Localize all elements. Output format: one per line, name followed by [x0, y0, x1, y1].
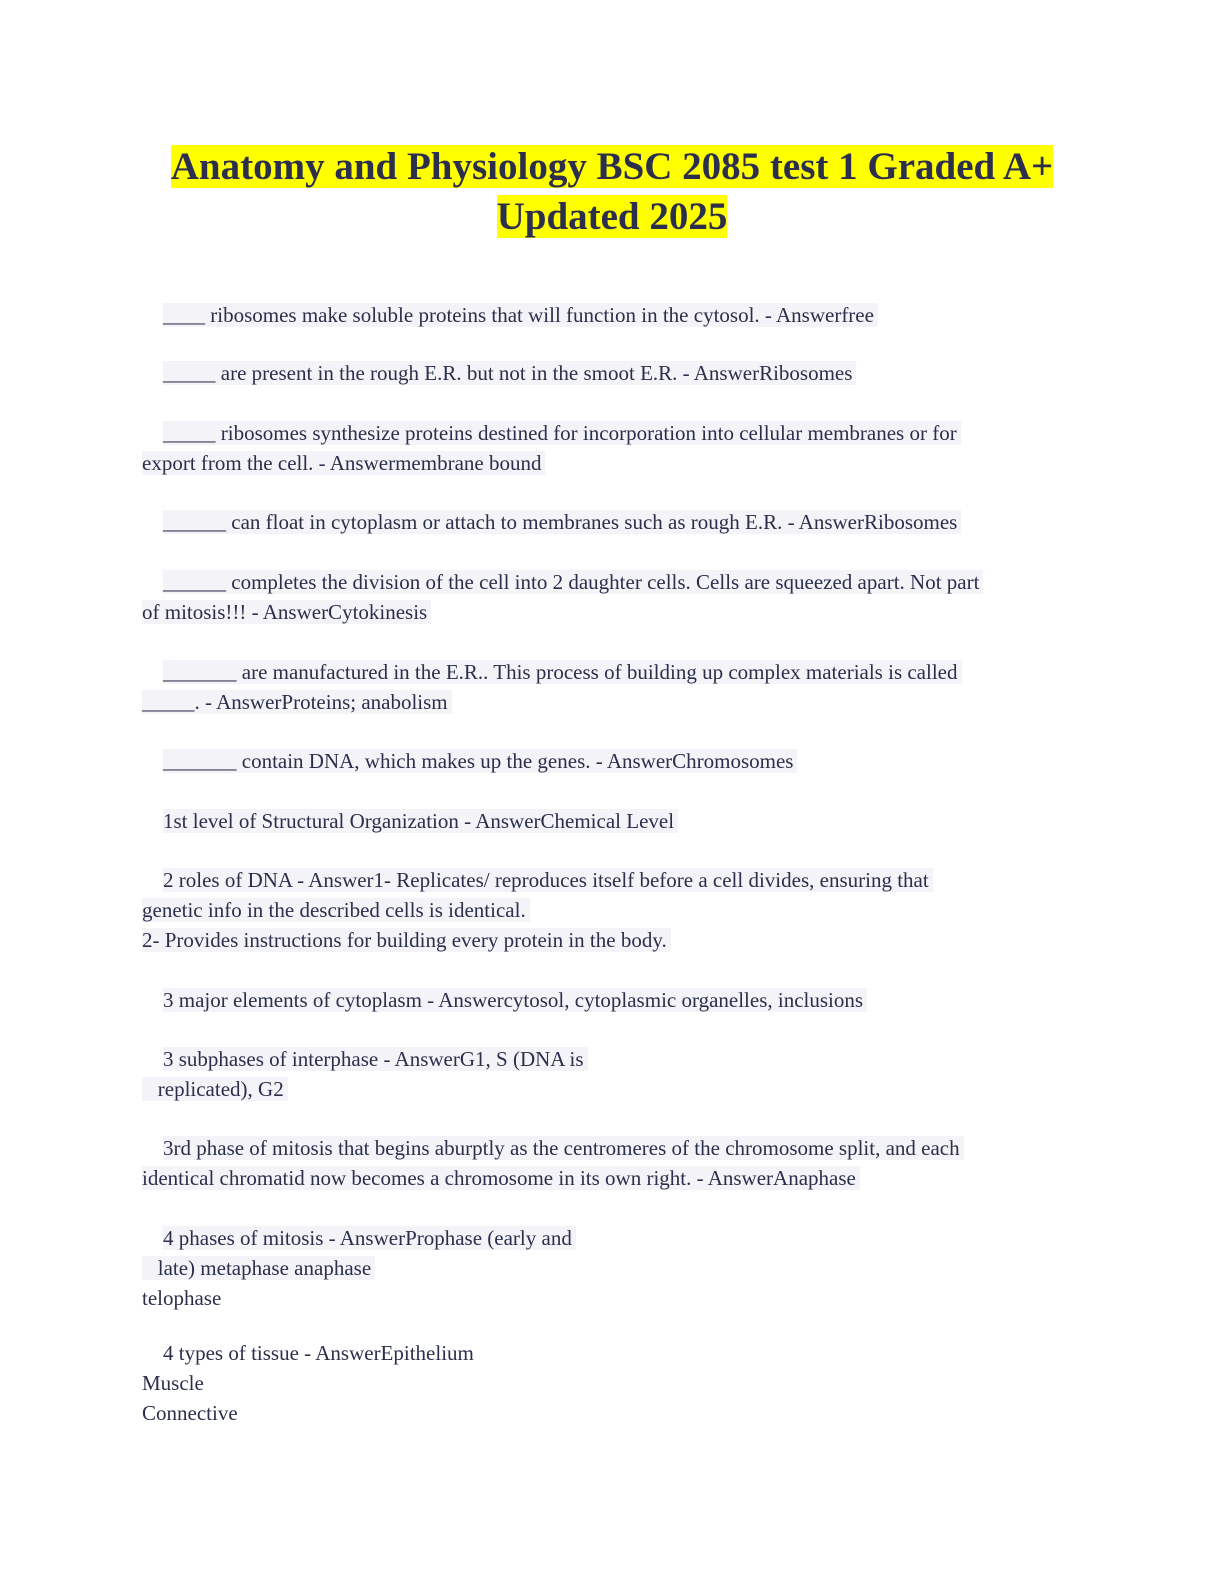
qa-line: ______ completes the division of the cell into 2 daughter cells. Cells are squeezed apart. Not part [163, 570, 983, 594]
document-title [100, 142, 1124, 242]
qa-line: 3 subphases of interphase - AnswerG1, S (DNA is [163, 1047, 588, 1071]
qa-line: ______ can float in cytoplasm or attach to membranes such as rough E.R. - AnswerRibosomes [163, 510, 961, 534]
qa-line: export from the cell. - Answermembrane bound [142, 451, 545, 475]
qa-line: Muscle [142, 1371, 204, 1395]
qa-line: telophase [142, 1286, 222, 1310]
qa-line: 1st level of Structural Organization - AnswerChemical Level [163, 809, 678, 833]
qa-line: _____. - AnswerProteins; anabolism [142, 690, 452, 714]
qa-line: 4 phases of mitosis - AnswerProphase (early and [163, 1226, 576, 1250]
qa-line: ____ ribosomes make soluble proteins that will function in the cytosol. - Answerfree [163, 303, 878, 327]
qa-line: Connective [142, 1401, 238, 1425]
qa-line: of mitosis!!! - AnswerCytokinesis [142, 600, 431, 624]
qa-item [142, 1308, 1082, 1458]
qa-line: 2 roles of DNA - Answer1- Replicates/ reproduces itself before a cell divides, ensuring that [163, 868, 933, 892]
qa-line: 4 types of tissue - AnswerEpithelium [163, 1341, 474, 1365]
title-line-1: Anatomy and Physiology BSC 2085 test 1 Graded A+ [170, 145, 1054, 188]
qa-line: _____ are present in the rough E.R. but not in the smoot E.R. - AnswerRibosomes [163, 361, 856, 385]
qa-line: 2- Provides instructions for building every protein in the body. [142, 928, 671, 952]
qa-line: genetic info in the described cells is identical. [142, 898, 530, 922]
qa-line: _______ are manufactured in the E.R.. This process of building up complex materials is called [163, 660, 962, 684]
qa-line: identical chromatid now becomes a chromosome in its own right. - AnswerAnaphase [142, 1166, 860, 1190]
qa-line: _______ contain DNA, which makes up the genes. - AnswerChromosomes [163, 749, 797, 773]
title-line-2: Updated 2025 [496, 195, 728, 238]
qa-line: late) metaphase anaphase [142, 1256, 375, 1280]
qa-line: 3rd phase of mitosis that begins aburptly as the centromeres of the chromosome split, and each [163, 1136, 964, 1160]
qa-line: 3 major elements of cytoplasm - Answercytosol, cytoplasmic organelles, inclusions [163, 988, 867, 1012]
qa-line: _____ ribosomes synthesize proteins destined for incorporation into cellular membranes or for [163, 421, 961, 445]
qa-line: replicated), G2 [142, 1077, 288, 1101]
